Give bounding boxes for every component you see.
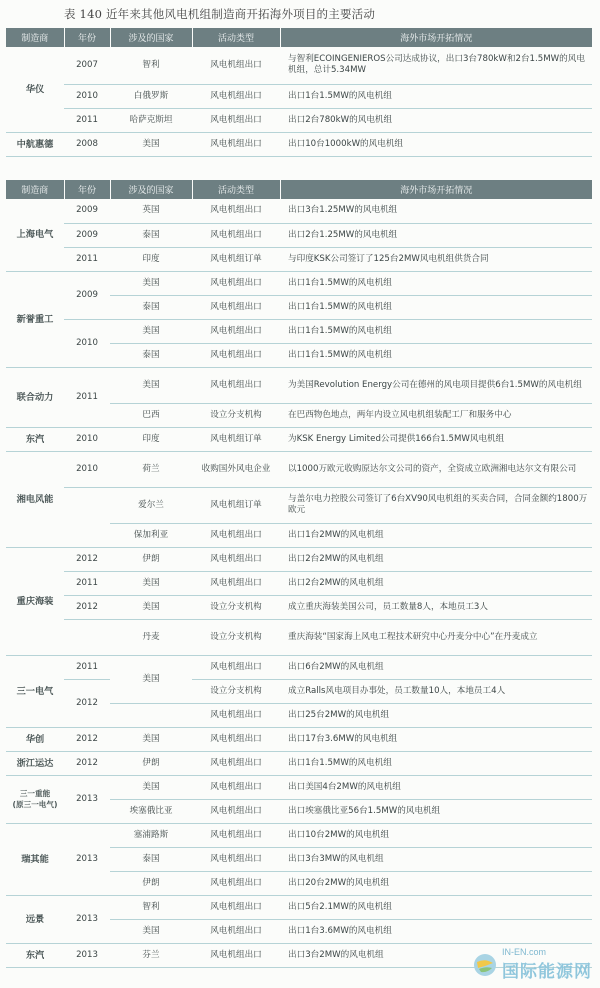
country-cell: 美国 xyxy=(110,132,192,156)
header-detail: 海外市场开拓情况 xyxy=(280,180,592,199)
country-cell: 美国 xyxy=(110,595,192,619)
year-cell: 2007 xyxy=(64,47,110,84)
detail-cell: 出口1台1.5MW的风电机组 xyxy=(280,271,592,295)
type-cell: 风电机组出口 xyxy=(192,919,280,943)
detail-cell: 出口1台2MW的风电机组 xyxy=(280,523,592,547)
type-cell: 风电机组出口 xyxy=(192,727,280,751)
maker-cell: 东汽 xyxy=(6,427,64,451)
detail-cell: 出口2台2MW的风电机组 xyxy=(280,571,592,595)
detail-cell: 出口20台2MW的风电机组 xyxy=(280,871,592,895)
maker-cell: 新誉重工 xyxy=(6,271,64,367)
watermark-brand: 国际能源网 xyxy=(502,962,592,982)
maker-cell: 华仪 xyxy=(6,47,64,132)
country-cell xyxy=(110,703,192,727)
header-year: 年份 xyxy=(64,28,110,47)
maker-cell: 重庆海装 xyxy=(6,547,64,655)
table-row xyxy=(6,751,592,775)
year-cell: 2010 xyxy=(64,84,110,108)
year-cell: 2013 xyxy=(64,943,110,967)
table-row xyxy=(6,895,592,919)
table-row xyxy=(6,132,592,156)
table-row xyxy=(6,823,592,847)
country-cell: 美国 xyxy=(110,319,192,343)
type-cell: 风电机组出口 xyxy=(192,367,280,403)
table-row xyxy=(6,451,592,487)
watermark xyxy=(472,947,592,982)
type-cell: 设立分支机构 xyxy=(192,595,280,619)
detail-cell: 出口埃塞俄比亚56台1.5MW的风电机组 xyxy=(280,799,592,823)
year-cell: 2012 xyxy=(64,751,110,775)
country-cell: 英国 xyxy=(110,199,192,223)
type-cell: 风电机组出口 xyxy=(192,319,280,343)
country-cell: 伊朗 xyxy=(110,871,192,895)
table-row xyxy=(6,247,592,271)
maker-cell: 浙江运达 xyxy=(6,751,64,775)
detail-cell: 为美国Revolution Energy公司在德州的风电项目提供6台1.5MW的风电机组 xyxy=(280,367,592,403)
detail-cell: 出口5台2.1MW的风电机组 xyxy=(280,895,592,919)
detail-cell: 出口6台2MW的风电机组 xyxy=(280,655,592,679)
type-cell: 风电机组出口 xyxy=(192,108,280,132)
maker-cell: 上海电气 xyxy=(6,199,64,271)
detail-cell: 成立Ralls风电项目办事处，员工数量10人，本地员工4人 xyxy=(280,679,592,703)
year-cell: 2009 xyxy=(64,271,110,319)
year-cell: 2013 xyxy=(64,895,110,943)
type-cell: 设立分支机构 xyxy=(192,679,280,703)
country-cell: 美国 xyxy=(110,655,192,703)
table-row xyxy=(6,595,592,619)
country-cell: 丹麦 xyxy=(110,619,192,655)
type-cell: 风电机组出口 xyxy=(192,775,280,799)
country-cell: 泰国 xyxy=(110,847,192,871)
year-cell: 2011 xyxy=(64,247,110,271)
detail-cell: 出口2台2MW的风电机组 xyxy=(280,547,592,571)
year-cell: 2011 xyxy=(64,571,110,595)
year-cell xyxy=(64,487,110,547)
country-cell: 泰国 xyxy=(110,295,192,319)
country-cell: 印度 xyxy=(110,427,192,451)
maker-cell: 东汽 xyxy=(6,943,64,967)
detail-cell: 成立重庆海装美国公司，员工数量8人，本地员工3人 xyxy=(280,595,592,619)
type-cell: 风电机组出口 xyxy=(192,751,280,775)
type-cell: 风电机组出口 xyxy=(192,943,280,967)
country-cell: 印度 xyxy=(110,247,192,271)
detail-cell: 重庆海装“国家海上风电工程技术研究中心丹麦分中心”在丹麦成立 xyxy=(280,619,592,655)
table-row xyxy=(6,367,592,403)
header-year: 年份 xyxy=(64,180,110,199)
detail-cell: 出口1台1.5MW的风电机组 xyxy=(280,84,592,108)
detail-cell: 出口1台1.5MW的风电机组 xyxy=(280,343,592,367)
country-cell: 荷兰 xyxy=(110,451,192,487)
detail-cell: 与盖尔电力控股公司签订了6台XV90风电机组的买卖合同，合同金额约1800万欧元 xyxy=(280,487,592,523)
type-cell: 风电机组出口 xyxy=(192,523,280,547)
country-cell: 塞浦路斯 xyxy=(110,823,192,847)
type-cell: 设立分支机构 xyxy=(192,619,280,655)
year-cell: 2009 xyxy=(64,199,110,223)
table-row xyxy=(6,571,592,595)
country-cell: 伊朗 xyxy=(110,547,192,571)
detail-cell: 出口美国4台2MW的风电机组 xyxy=(280,775,592,799)
table-row xyxy=(6,427,592,451)
detail-cell: 出口1台3.6MW的风电机组 xyxy=(280,919,592,943)
country-cell: 泰国 xyxy=(110,223,192,247)
detail-cell: 出口10台2MW的风电机组 xyxy=(280,823,592,847)
detail-cell: 在巴西物色地点，两年内设立风电机组装配工厂和服务中心 xyxy=(280,403,592,427)
table-1-header-row xyxy=(6,28,592,47)
year-cell: 2012 xyxy=(64,595,110,619)
country-cell: 泰国 xyxy=(110,343,192,367)
type-cell: 风电机组出口 xyxy=(192,571,280,595)
table-row xyxy=(6,319,592,343)
year-cell xyxy=(64,619,110,655)
year-cell: 2010 xyxy=(64,451,110,487)
maker-cell: 联合动力 xyxy=(6,367,64,427)
header-type: 活动类型 xyxy=(192,28,280,47)
table-row xyxy=(6,223,592,247)
year-cell: 2012 xyxy=(64,727,110,751)
type-cell: 风电机组出口 xyxy=(192,895,280,919)
type-cell: 风电机组出口 xyxy=(192,799,280,823)
table-row xyxy=(6,619,592,655)
type-cell: 风电机组订单 xyxy=(192,487,280,523)
table-row xyxy=(6,271,592,295)
table-row xyxy=(6,47,592,84)
year-cell: 2013 xyxy=(64,775,110,823)
year-cell: 2013 xyxy=(64,823,110,895)
type-cell: 风电机组订单 xyxy=(192,247,280,271)
detail-cell: 出口3台2MW的风电机组 xyxy=(280,943,592,967)
type-cell: 风电机组出口 xyxy=(192,132,280,156)
detail-cell: 出口3台3MW的风电机组 xyxy=(280,847,592,871)
year-cell: 2009 xyxy=(64,223,110,247)
detail-cell: 出口10台1000kW的风电机组 xyxy=(280,132,592,156)
type-cell: 风电机组出口 xyxy=(192,343,280,367)
year-cell: 2012 xyxy=(64,547,110,571)
table-row xyxy=(6,775,592,799)
table-row xyxy=(6,727,592,751)
country-cell: 巴西 xyxy=(110,403,192,427)
detail-cell: 出口2台780kW的风电机组 xyxy=(280,108,592,132)
type-cell: 风电机组订单 xyxy=(192,427,280,451)
year-cell: 2011 xyxy=(64,655,110,679)
year-cell: 2011 xyxy=(64,367,110,427)
year-cell: 2010 xyxy=(64,427,110,451)
table-row xyxy=(6,84,592,108)
watermark-url: IN-EN.com xyxy=(502,947,547,957)
type-cell: 风电机组出口 xyxy=(192,823,280,847)
maker-cell: 中航惠德 xyxy=(6,132,64,156)
table-2-header-row xyxy=(6,180,592,199)
header-country: 涉及的国家 xyxy=(110,180,192,199)
detail-cell: 出口25台2MW的风电机组 xyxy=(280,703,592,727)
header-maker: 制造商 xyxy=(6,28,64,47)
country-cell: 美国 xyxy=(110,727,192,751)
country-cell: 智利 xyxy=(110,47,192,84)
table-row xyxy=(6,655,592,679)
maker-cell: 湘电风能 xyxy=(6,451,64,547)
table-row xyxy=(6,547,592,571)
maker-cell: 华创 xyxy=(6,727,64,751)
detail-cell: 出口1台1.5MW的风电机组 xyxy=(280,319,592,343)
detail-cell: 出口1台1.5MW的风电机组 xyxy=(280,751,592,775)
header-country: 涉及的国家 xyxy=(110,28,192,47)
detail-cell: 出口2台1.25MW的风电机组 xyxy=(280,223,592,247)
detail-cell: 出口17台3.6MW的风电机组 xyxy=(280,727,592,751)
country-cell: 美国 xyxy=(110,919,192,943)
type-cell: 收购国外风电企业 xyxy=(192,451,280,487)
country-cell: 伊朗 xyxy=(110,751,192,775)
maker-cell: 三一电气 xyxy=(6,655,64,727)
type-cell: 风电机组出口 xyxy=(192,84,280,108)
country-cell: 保加利亚 xyxy=(110,523,192,547)
type-cell: 风电机组出口 xyxy=(192,199,280,223)
type-cell: 风电机组出口 xyxy=(192,295,280,319)
detail-cell: 以1000万欧元收购原达尔文公司的资产，全资成立欧洲湘电达尔文有限公司 xyxy=(280,451,592,487)
overseas-table-1 xyxy=(6,28,592,157)
country-cell: 美国 xyxy=(110,271,192,295)
header-maker: 制造商 xyxy=(6,180,64,199)
table-title: 表 140 近年来其他风电机组制造商开拓海外项目的主要活动 xyxy=(64,7,376,21)
year-cell: 2010 xyxy=(64,319,110,367)
country-cell: 美国 xyxy=(110,367,192,403)
table-row xyxy=(6,108,592,132)
type-cell: 风电机组出口 xyxy=(192,847,280,871)
year-cell: 2008 xyxy=(64,132,110,156)
detail-cell: 与印度KSK公司签订了125台2MW风电机组供货合同 xyxy=(280,247,592,271)
country-cell: 哈萨克斯坦 xyxy=(110,108,192,132)
type-cell: 风电机组出口 xyxy=(192,223,280,247)
type-cell: 风电机组出口 xyxy=(192,47,280,84)
table-row xyxy=(6,199,592,223)
maker-cell: 远景 xyxy=(6,895,64,943)
year-cell: 2011 xyxy=(64,108,110,132)
table-row xyxy=(6,679,592,703)
country-cell: 埃塞俄比亚 xyxy=(110,799,192,823)
country-cell: 美国 xyxy=(110,571,192,595)
globe-logo-icon xyxy=(472,952,498,978)
overseas-table-2 xyxy=(6,180,592,968)
country-cell: 美国 xyxy=(110,775,192,799)
country-cell: 芬兰 xyxy=(110,943,192,967)
year-cell: 2012 xyxy=(64,679,110,727)
type-cell: 风电机组出口 xyxy=(192,703,280,727)
country-cell: 白俄罗斯 xyxy=(110,84,192,108)
type-cell: 风电机组出口 xyxy=(192,871,280,895)
header-type: 活动类型 xyxy=(192,180,280,199)
maker-cell: 三一重能 (原三一电气) xyxy=(6,775,64,823)
type-cell: 设立分支机构 xyxy=(192,403,280,427)
detail-cell: 出口3台1.25MW的风电机组 xyxy=(280,199,592,223)
detail-cell: 为KSK Energy Limited公司提供166台1.5MW风电机组 xyxy=(280,427,592,451)
table-row xyxy=(6,487,592,523)
country-cell: 智利 xyxy=(110,895,192,919)
type-cell: 风电机组出口 xyxy=(192,271,280,295)
detail-cell: 与智利ECOINGENIEROS公司达成协议，出口3台780kW和2台1.5MW的风电机组，总计5.34MW xyxy=(280,47,592,84)
type-cell: 风电机组出口 xyxy=(192,547,280,571)
type-cell: 风电机组出口 xyxy=(192,655,280,679)
detail-cell: 出口1台1.5MW的风电机组 xyxy=(280,295,592,319)
country-cell: 爱尔兰 xyxy=(110,487,192,523)
header-detail: 海外市场开拓情况 xyxy=(280,28,592,47)
maker-cell: 瑞其能 xyxy=(6,823,64,895)
